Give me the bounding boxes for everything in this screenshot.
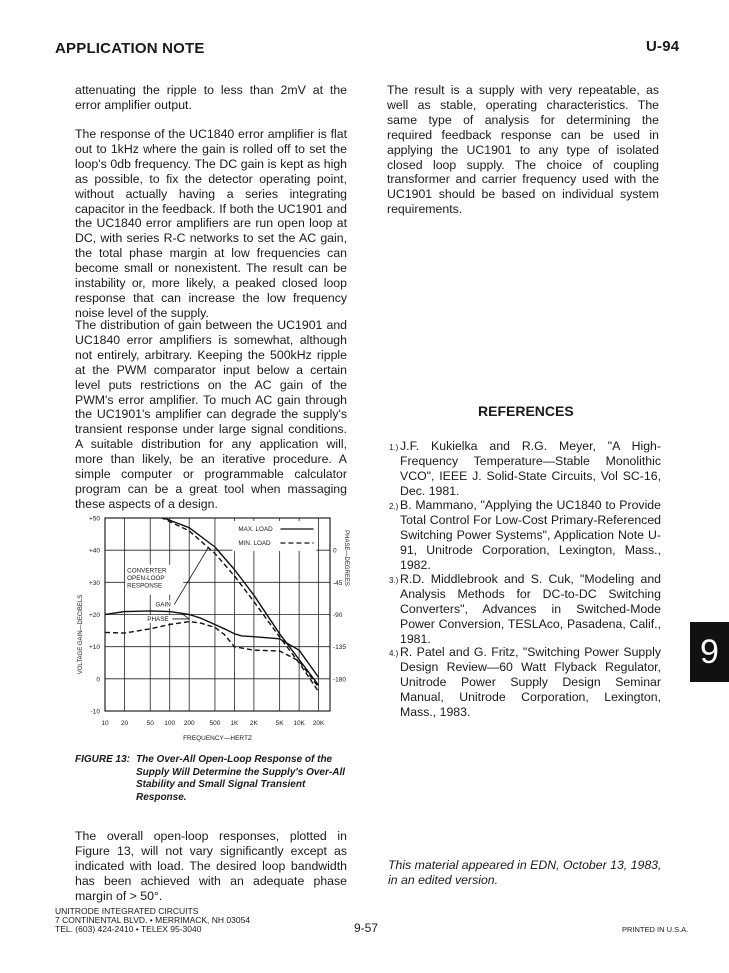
doc-header-right: U-94	[646, 38, 680, 55]
left-paragraph-4: The overall open-loop responses, plotted in Figure 13, will not vary significantly except as indicated with load. The desired loop bandwidth has been achieved with an adequate phase margin of > 50°.	[75, 829, 347, 903]
reference-number: 4.)	[389, 649, 399, 658]
annotation-gain-label: GAIN	[155, 601, 171, 609]
y-tick-label-left: +20	[88, 612, 100, 619]
x-tick-label: 10K	[293, 720, 305, 727]
y-axis-title-right: PHASE—DEGREES	[343, 530, 349, 586]
annotation-converter-line: OPEN-LOOP	[127, 575, 165, 583]
annotation-phase-label: PHASE	[147, 615, 169, 623]
y-tick-label-right: -135	[333, 644, 347, 652]
section-tab: 9	[690, 622, 729, 682]
y-tick-label-right: -180	[333, 676, 347, 684]
annotation-converter-line: CONVERTER	[127, 567, 167, 575]
doc-header-left: APPLICATION NOTE	[55, 40, 205, 57]
y-tick-label-left: +50	[88, 515, 100, 523]
reference-item	[389, 498, 661, 573]
reference-number: 2.)	[389, 502, 399, 511]
x-tick-label: 10	[101, 720, 109, 727]
x-tick-label: 50	[146, 720, 154, 727]
y-tick-label-left: +40	[88, 547, 100, 555]
x-tick-label: 5K	[275, 720, 284, 727]
reference-text: J.F. Kukielka and R.G. Meyer, "A High-Frequency Temperature—Stable Monolithic VCO", IEEE J. Solid-State Circuits, Vol SC-16, Dec. 1981.	[400, 439, 661, 498]
left-paragraph-1: attenuating the ripple to less than 2mV at the error amplifier output.	[75, 83, 347, 112]
phase-min-loadcurve	[105, 622, 319, 688]
figure-label: FIGURE 13:	[75, 754, 131, 765]
x-tick-label: 20K	[312, 720, 325, 727]
footer-address: 7 CONTINENTAL BLVD. • MERRIMACK, NH 03054	[55, 915, 251, 925]
right-paragraph-1: The result is a supply with very repeatable, as well as stable, operating characteristics. The same type of analysis for determining the required feedback response can be used in applying the UC1901 to any type of isolated closed loop supply. The choice of coupling transformer and carrier frequency used with the UC1901 should be based on individual system requirements.	[387, 83, 659, 217]
y-tick-label-right: -90	[333, 612, 343, 619]
reference-item	[389, 645, 661, 720]
chart-annotations	[125, 521, 316, 623]
x-tick-label: 200	[183, 720, 195, 727]
legend-max-load-label: MAX. LOAD	[238, 526, 273, 533]
legend-min-load-label: MIN. LOAD	[238, 540, 271, 547]
y-tick-label-left: 0	[96, 676, 100, 684]
references-title: REFERENCES	[478, 403, 574, 419]
annotation-converter-line: RESPONSE	[127, 582, 163, 590]
reference-number: 1.)	[389, 443, 399, 452]
footer-phone: TEL. (603) 424-2410 • TELEX 95-3040	[55, 924, 202, 934]
x-axis-title: FREQUENCY—HERTZ	[183, 735, 252, 742]
page-number: 9-57	[354, 921, 379, 935]
y-axis-title-left: VOLTAGE GAIN—DECIBELS	[78, 594, 84, 675]
y-tick-label-left: +10	[88, 644, 100, 652]
edn-note: This material appeared in EDN, October 13, 1983, in an edited version.	[388, 858, 662, 887]
y-tick-label-right: -45	[333, 579, 343, 587]
left-paragraph-3: The distribution of gain between the UC1901 and UC1840 error amplifiers is somewhat, although not entirely, arbitrary. Keeping the 500kHz ripple at the PWM comparator input below a certain level puts restrictions on the AC gain of the PWM's error amplifier. To much AC gain through the UC1901's amplifier can degrade the supply's transient response under large signal conditions. A suitable distribution for any application will, more than likely, be an iterative procedure. A simple computer or programmable calculator program can be a great tool when massaging these aspects of a design.	[75, 318, 347, 511]
reference-text: B. Mammano, "Applying the UC1840 to Provide Total Control For Low-Cost Primary-Referenced Switching Power Systems", Application Note U-91, Unitrode Corporation, Lexington, Mass., 1982.	[400, 498, 661, 572]
x-tick-label: 20	[120, 720, 129, 727]
left-paragraph-2: The response of the UC1840 error amplifier is flat out to 1kHz where the gain is rolled off to set the loop's 0db frequency. The DC gain is kept as high as possible, to fix the detector operating point, without actually having a series integrating capacitor in the feedback. If both the UC1901 and the UC1840 error amplifiers are run open loop at DC, with series R-C networks to set the AC gain, the total phase margin at low frequencies can become small or nonexistent. The result can be instability or, more likely, a peaked closed loop response that can increase the low frequency noise level of the supply.	[75, 127, 347, 320]
y-tick-label-right: 0	[333, 547, 337, 555]
y-tick-label-left: -10	[90, 708, 100, 716]
reference-item	[389, 439, 661, 499]
x-tick-label: 2K	[249, 720, 258, 727]
phase-max-loadcurve	[105, 611, 319, 678]
figure-caption-text: The Over-All Open-Loop Response of the Supply Will Determine the Supply's Over-All Stability and Small Signal Transient Response.	[136, 754, 345, 803]
figure-caption	[75, 754, 355, 804]
x-tick-label: 500	[209, 720, 221, 727]
y-tick-label-left: +30	[88, 579, 100, 587]
reference-text: R. Patel and G. Fritz, "Switching Power Supply Design Review—60 Watt Flyback Regulator, Unitrode Power Supply Design Seminar Manual, Unitrode Corporation, Lexington, Mass., 1983.	[400, 645, 661, 719]
figure-13-chart	[70, 506, 355, 746]
reference-number: 3.)	[389, 576, 399, 585]
reference-text: R.D. Middlebrook and S. Cuk, "Modeling and Analysis Methods for DC-to-DC Switching Converters", Advances in Switched-Mode Power Conversion, TESLAco, Pasadena, Calif., 1981.	[400, 572, 661, 646]
x-tick-label: 1K	[230, 720, 239, 727]
x-tick-label: 100	[164, 720, 176, 727]
footer-company: UNITRODE INTEGRATED CIRCUITS	[55, 906, 199, 916]
reference-item	[389, 572, 661, 647]
printed-in-usa: PRINTED IN U.S.A.	[622, 925, 689, 934]
